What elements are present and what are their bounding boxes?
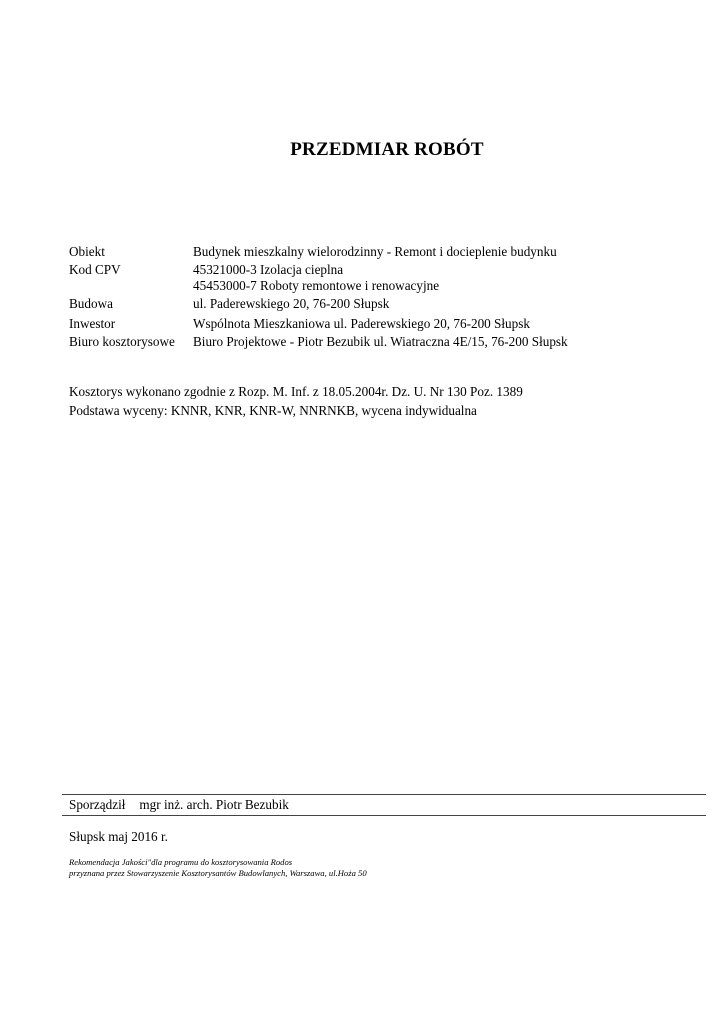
info-value-line: ul. Paderewskiego 20, 76-200 Słupsk xyxy=(193,296,390,311)
info-value-line: 45321000-3 Izolacja cieplna xyxy=(193,262,344,277)
footnote-line: Rekomendacja Jakości"dla programu do kosztorysowania Rodos xyxy=(69,857,293,867)
document-title: PRZEDMIAR ROBÓT xyxy=(290,139,484,160)
info-value-line: Wspólnota Mieszkaniowa ul. Paderewskiego 20, 76-200 Słupsk xyxy=(193,316,530,331)
info-label: Inwestor xyxy=(69,316,116,331)
place-date: Słupsk maj 2016 r. xyxy=(69,829,168,844)
info-value-line: Biuro Projektowe - Piotr Bezubik ul. Wiatraczna 4E/15, 76-200 Słupsk xyxy=(193,334,568,349)
info-label: Budowa xyxy=(69,296,113,311)
regulation-basis: Kosztorys wykonano zgodnie z Rozp. M. Inf. z 18.05.2004r. Dz. U. Nr 130 Poz. 1389 xyxy=(69,384,523,399)
info-value-line: Budynek mieszkalny wielorodzinny - Remont i docieplenie budynku xyxy=(193,244,557,259)
info-value xyxy=(193,334,568,350)
info-value xyxy=(193,262,439,294)
info-label: Obiekt xyxy=(69,244,105,259)
info-value-line: 45453000-7 Roboty remontowe i renowacyjne xyxy=(193,278,440,293)
info-label: Biuro kosztorysowe xyxy=(69,334,175,349)
info-label: Kod CPV xyxy=(69,262,121,277)
info-value xyxy=(193,244,557,260)
info-value xyxy=(193,316,530,332)
prepared-by xyxy=(69,797,289,813)
prepared-by-name: mgr inż. arch. Piotr Bezubik xyxy=(139,797,289,812)
prepared-by-label: Sporządził xyxy=(69,797,126,812)
info-value xyxy=(193,296,389,312)
divider-bottom xyxy=(62,815,706,816)
footnote-line: przyznana przez Stowarzyszenie Kosztorysantów Budowlanych, Warszawa, ul.Hoża 50 xyxy=(69,868,367,878)
pricing-basis: Podstawa wyceny: KNNR, KNR, KNR-W, NNRNKB, wycena indywidualna xyxy=(69,403,477,418)
divider-top xyxy=(62,794,706,795)
